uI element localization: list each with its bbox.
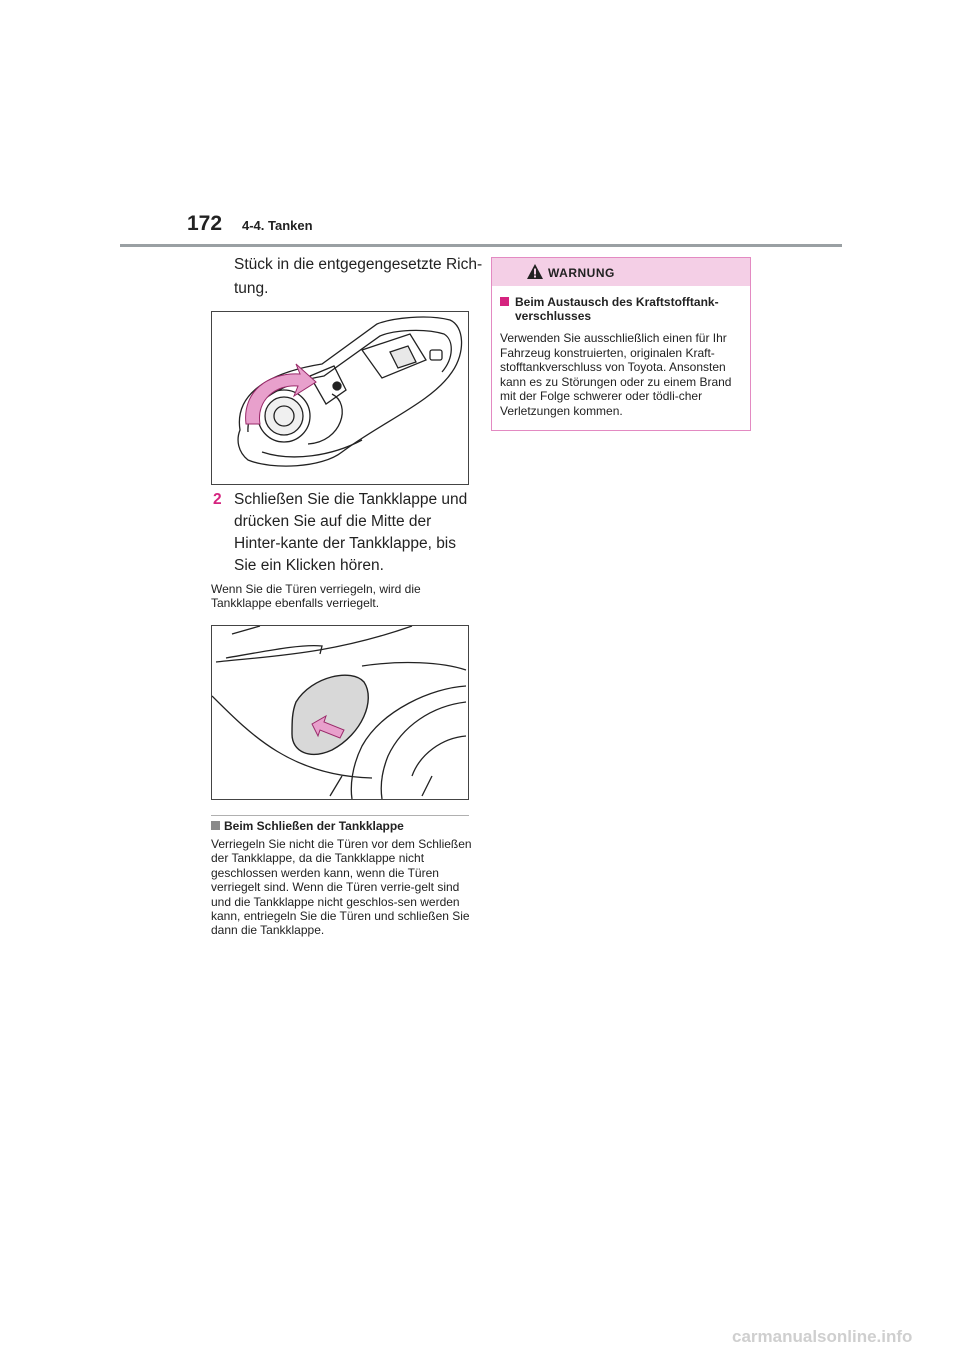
warning-heading-text: Beim Austausch des Kraftstofftank-verschlusses xyxy=(515,295,719,323)
warning-header xyxy=(492,258,750,286)
step-number: 2 xyxy=(213,491,222,508)
page-number: 172 xyxy=(187,212,223,235)
fuel-cap-drawing xyxy=(212,312,468,484)
note-text: Wenn Sie die Türen verriegeln, wird die Tankklappe ebenfalls verriegelt. xyxy=(211,582,421,610)
warning-body: Verwenden Sie ausschließlich einen für Ihr Fahrzeug konstruierten, originalen Kraft-stofftankverschluss von Toyota. Ansonsten kann es zu Störungen oder zu einem Brand mit der Folge schwerer oder tödli-cher Verletzungen kommen. xyxy=(500,331,732,418)
continued-instruction-text: Stück in die entgegengesetzte Rich-tung. xyxy=(234,256,483,297)
subsection-body: Verriegeln Sie nicht die Türen vor dem Schließen der Tankklappe, da die Tankklappe nicht geschlossen werden kann, wenn die Türen verriegelt sind. Wenn die Türen verrie-gelt sind und die Tankklappe nicht geschlos-sen werden kann, entriegeln Sie die Türen und schließen Sie dann die Tankklappe. xyxy=(211,837,472,938)
fuel-cap-illustration xyxy=(211,311,469,485)
fuel-door-drawing xyxy=(212,626,468,799)
warning-title: WARNUNG xyxy=(548,266,615,280)
warning-heading xyxy=(500,295,755,323)
subsection-heading xyxy=(211,819,473,833)
watermark: carmanualsonline.info xyxy=(732,1327,913,1346)
header-rule xyxy=(120,244,842,247)
square-bullet-icon xyxy=(211,821,220,830)
square-bullet-icon xyxy=(500,297,509,306)
fuel-door-closing-illustration xyxy=(211,625,469,800)
warning-triangle-icon xyxy=(526,263,544,280)
warning-box xyxy=(491,257,751,431)
subsection-rule xyxy=(211,815,469,816)
step-text: Schließen Sie die Tankklappe und drücken Sie auf die Mitte der Hinter-kante der Tankklappe, bis Sie ein Klicken hören. xyxy=(234,491,468,574)
subsection-heading-text: Beim Schließen der Tankklappe xyxy=(224,819,404,833)
section-title: 4-4. Tanken xyxy=(242,218,313,233)
